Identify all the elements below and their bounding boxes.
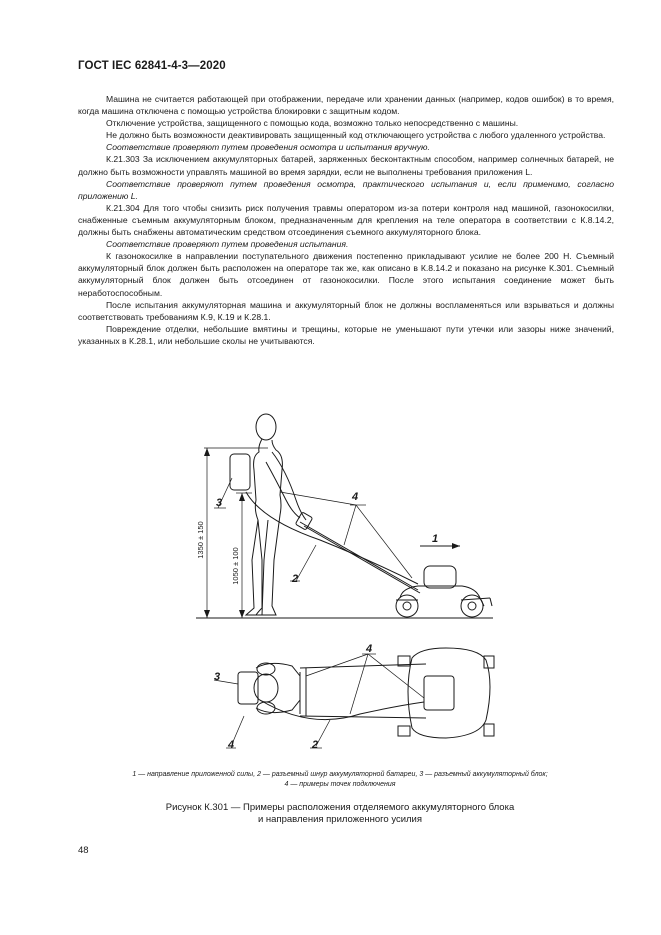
paragraph: Повреждение отделки, небольшие вмятины и трещины, которые не уменьшают пути утечки или зазоры ниже значений, указанных в К.28.1, или небольшие сколы не учитываются.	[78, 323, 614, 346]
figure-caption	[60, 802, 620, 826]
operator-top-view	[238, 663, 300, 714]
document-header: ГОСТ IEC 62841-4-3—2020	[78, 60, 226, 72]
label-4-top-left: 4	[228, 739, 235, 751]
label-2-top: 2	[312, 739, 319, 751]
battery-cable-side	[246, 492, 418, 584]
paragraph: После испытания аккумуляторная машина и аккумуляторный блок не должны воспламеняться или взрываться и должны соответствовать требованиям К.9, К.19 и К.28.1.	[78, 299, 614, 322]
dim-label-outer: 1350 ± 150	[196, 521, 205, 559]
leader-line	[344, 505, 356, 545]
handle-top	[300, 716, 426, 718]
arrow-head	[239, 610, 245, 618]
arrow-head	[239, 493, 245, 501]
legend-line: 4 — примеры точек подключения	[284, 781, 396, 788]
mower-side-view	[396, 566, 492, 617]
figure-k301	[0, 395, 661, 765]
dim-label-inner: 1050 ± 100	[231, 547, 240, 585]
leader-line	[296, 545, 316, 581]
label-4-top: 4	[366, 643, 373, 655]
label-3-side: 3	[216, 497, 223, 509]
paragraph: К.21.304 Для того чтобы снизить риск получения травмы оператором из-за потери контроля над машиной, газонокосилки, снабженные съемным аккумуляторным блоком, предназначенным для крепления на теле оператора в соответствии с К.8.14.2, должны быть снабжены автоматическим средством отсоединения съемного аккумуляторного блока.	[78, 202, 614, 238]
label-2-side: 2	[292, 573, 299, 585]
paragraph: Машина не считается работающей при отображении, передаче или хранении данных (например, кодов ошибок) в то время, когда машина отключена с помощью устройства блокировки с защитным кодом.	[78, 94, 614, 117]
label-3-top: 3	[214, 671, 221, 683]
paragraph: Отключение устройства, защищенного с помощью кода, возможно только непосредственно с машины.	[106, 118, 519, 129]
arrow-head	[204, 448, 210, 456]
leader-line	[368, 654, 424, 698]
arrow-head	[204, 610, 210, 618]
battery-pack-side	[230, 454, 250, 490]
paragraph-italic: Соответствие проверяют путем проведения осмотра, практического испытания и, если применимо, согласно приложению L.	[78, 178, 614, 201]
caption-line: Рисунок К.301 — Примеры расположения отделяемого аккумуляторного блока	[165, 802, 515, 813]
mower-top-view	[398, 648, 494, 738]
leader-line	[280, 491, 359, 505]
mower-handle	[304, 526, 420, 593]
paragraph: К газонокосилке в направлении поступательного движения постепенно прикладывают усилие не более 200 Н. Съемный аккумуляторный блок должен быть расположен на операторе так же, как описано в К.8.14.2 и показано на рисунке К.301. Съемный аккумуляторный блок должен быть отсоединен от газонокосилки. После этого испытания соединение может быть неработоспособным.	[78, 251, 614, 298]
body-text	[78, 93, 614, 347]
arrow-head	[452, 543, 460, 549]
legend-line: 1 — направление приложенной силы, 2 — разъемный шнур аккумуляторной батареи, 3 — разъемный аккумуляторный блок;	[132, 771, 548, 778]
figure-legend	[60, 770, 620, 790]
paragraph-italic: Соответствие проверяют путем проведения испытания.	[106, 239, 349, 250]
label-4-side: 4	[352, 491, 359, 503]
leader-line	[350, 654, 368, 714]
figure-drawing	[0, 395, 661, 765]
leader-line	[356, 505, 412, 578]
caption-line: и направления приложенного усилия	[257, 814, 423, 825]
page-number: 48	[78, 845, 89, 856]
paragraph: К.21.303 За исключением аккумуляторных батарей, заряженных бесконтактным способом, например солнечных батарей, не должно быть возможности управлять машиной во время зарядки, если не выполнены требования приложения L.	[78, 154, 614, 177]
leader-line	[306, 654, 368, 676]
label-1-side: 1	[432, 533, 439, 545]
paragraph: Не должно быть возможности деактивировать защищенный код отключающего устройства с любого удаленного устройства.	[106, 130, 606, 141]
paragraph-italic: Соответствие проверяют путем проведения осмотра и испытания вручную.	[106, 142, 430, 153]
